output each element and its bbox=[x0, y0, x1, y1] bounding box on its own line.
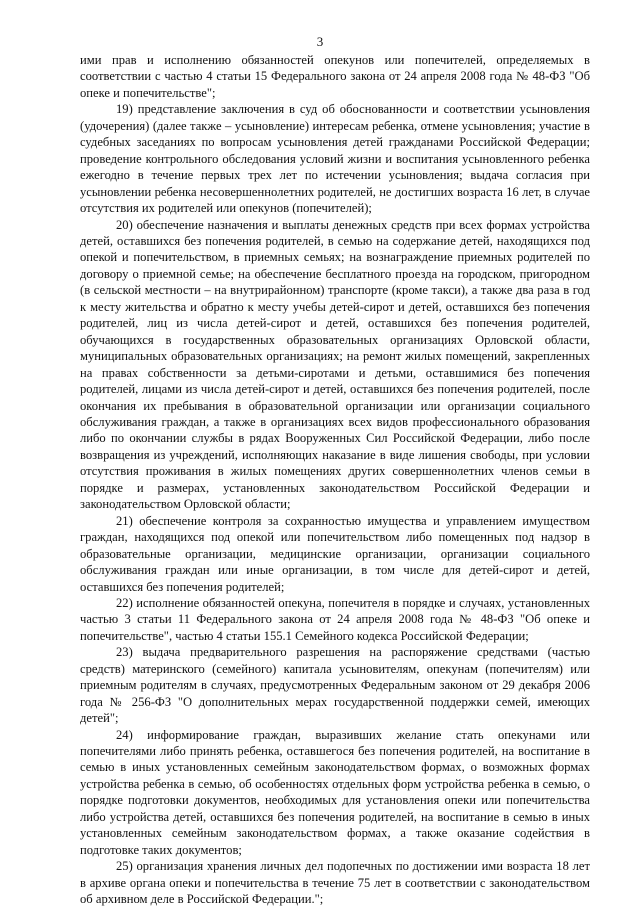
paragraph-item-22: 22) исполнение обязанностей опекуна, попечителя в порядке и случаях, установленных частью 3 статьи 11 Федерального закона от 24 апреля 2008 года № 48-ФЗ "Об опеке и попечительстве", частью 4 статьи 155.1 Семейного кодекса Российской Федерации; bbox=[80, 595, 590, 643]
paragraph-item-19: 19) представление заключения в суд об обоснованности и соответствии усыновления (удочерения) (далее также – усыновление) интересам ребенка, отмене усыновления; участие в судебных заседаниях по вопросам усыновления детей гражданами Российской Федерации; проведение контрольного обследования условий жизни и воспитания усыновленного ребенка ежегодно в течение первых трех лет по истечении усыновления; выдача согласия при усыновлении ребенка несовершеннолетних родителей, не достигших возраста 16 лет, в случае отсутствия их родителей или опекунов (попечителей); bbox=[80, 102, 590, 216]
paragraph-item-21: 21) обеспечение контроля за сохранностью имущества и управлением имуществом граждан, находящихся под опекой или попечительством либо помещенных под надзор в образовательные организации, медицинские организации, организации социального обслуживания граждан или иные организации, в том числе для детей-сирот и детей, оставшихся без попечения родителей; bbox=[80, 513, 590, 594]
paragraph-item-23: 23) выдача предварительного разрешения на распоряжение средствами (частью средств) материнского (семейного) капитала усыновителям, опекунам (попечителям) или приемным родителям в случаях, предусмотренных Федеральным законом от 29 декабря 2006 года № 256-ФЗ "О дополнительных мерах государственной поддержки семей, имеющих детей"; bbox=[80, 645, 590, 726]
paragraph-item-25: 25) организация хранения личных дел подопечных по достижении ими возраста 18 лет в архиве органа опеки и попечительства в течение 75 лет в соответствии с законодательством об архивном деле в Российской Федерации."; bbox=[80, 859, 590, 907]
document-body bbox=[80, 52, 590, 908]
paragraph-item-24: 24) информирование граждан, выразивших желание стать опекунами или попечителями либо принять ребенка, оставшегося без попечения родителей, на воспитание в семью в иных установленных семейным законодательством формах, о возможных формах устройства ребенка в семью, об особенностях отдельных форм устройства ребенка в семью, о порядке подготовки документов, необходимых для установления опеки или попечительства либо устройства детей, оставшихся без попечения родителей, на воспитание в семью в иных установленных семейным законодательством формах, а также оказание содействия в подготовке таких документов; bbox=[80, 727, 590, 857]
page-number: 3 bbox=[316, 34, 324, 49]
paragraph-item-20: 20) обеспечение назначения и выплаты денежных средств при всех формах устройства детей, оставшихся без попечения родителей, в семью на содержание детей, находящихся под опекой и попечительством, в приемных семьях; на вознаграждение приемных родителей по договору о приемной семье; на обеспечение бесплатного проезда на городском, пригородном (в сельской местности – на внутрирайонном) транспорте (кроме такси), а также два раза в год к месту жительства и обратно к месту учебы детей-сирот и детей, оставшихся без попечения родителей, лиц из числа детей-сирот и детей, оставшихся без попечения родителей, обучающихся в государственных образовательных организациях Орловской области, муниципальных образовательных организациях; на ремонт жилых помещений, закрепленных на правах собственности за детьми-сиротами и детьми, оставшимися без попечения родителей, лицами из числа детей-сирот и детей, оставшихся без попечения родителей, после окончания их пребывания в образовательной организации или организации социального обслуживания граждан, а также в организациях всех видов профессионального образования либо по окончании службы в рядах Вооруженных Сил Российской Федерации, либо после возвращения из учреждений, исполняющих наказание в виде лишения свободы, при условии отсутствия проживания в жилых помещениях других совершеннолетних членов семьи в порядке и размерах, установленных законодательством Российской Федерации и законодательством Орловской области; bbox=[80, 217, 590, 512]
paragraph-continuation: ими прав и исполнению обязанностей опекунов или попечителей, определяемых в соответствии с частью 4 статьи 15 Федерального закона от 24 апреля 2008 года № 48-ФЗ "Об опеке и попечительстве"; bbox=[80, 53, 590, 100]
